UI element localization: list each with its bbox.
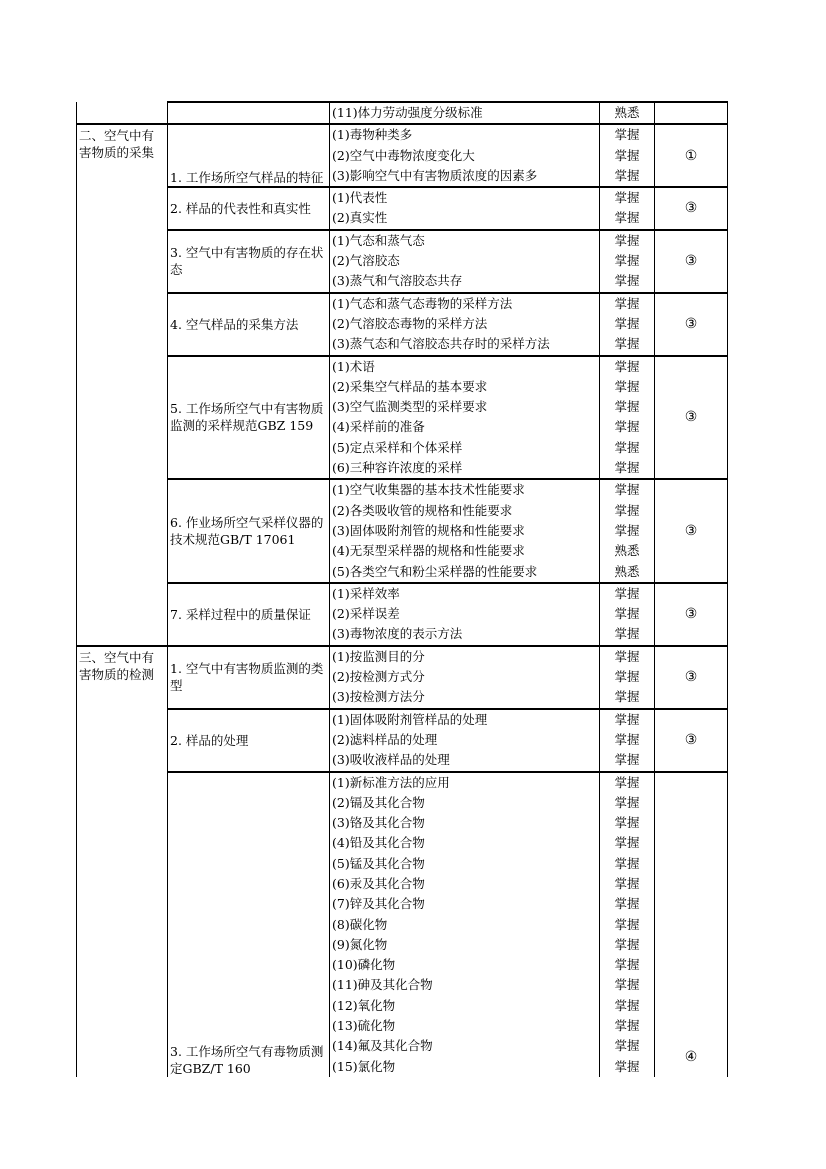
item-text: (3)蒸气态和气溶胶态共存时的采样方法 [332, 336, 550, 352]
item-text: (2)空气中毒物浓度变化大 [332, 147, 475, 163]
item-text: (11)体力劳动强度分级标准 [332, 105, 483, 120]
item-text: (1)代表性 [332, 190, 388, 206]
level-text: 掌握 [614, 835, 640, 851]
level-text: 掌握 [614, 419, 640, 435]
levels-cell [600, 187, 655, 230]
item-text: (2)气溶胶态毒物的采样方法 [332, 315, 488, 331]
levels-cell [600, 124, 655, 187]
level-text: 掌握 [614, 482, 640, 498]
table-row [77, 583, 728, 646]
level-text: 掌握 [614, 439, 640, 455]
item-text: (6)三种容许浓度的采样 [332, 460, 463, 476]
topic-cell: 1. 工作场所空气样品的特征 [168, 124, 330, 187]
topic-cell: 2. 样品的代表性和真实性 [168, 187, 330, 230]
section-cell: 三、空气中有害物质的检测 [77, 646, 168, 1077]
levels-cell [600, 356, 655, 480]
items-cell [330, 356, 600, 480]
item-text: (3)空气监测类型的采样要求 [332, 399, 488, 415]
level-text: 掌握 [614, 997, 640, 1013]
item-text: (13)硫化物 [332, 1018, 396, 1034]
level-text: 掌握 [614, 875, 640, 891]
table-row [77, 709, 728, 772]
topic-cell: 1. 空气中有害物质监测的类型 [168, 646, 330, 709]
levels-cell [600, 646, 655, 709]
item-text: (3)吸收液样品的处理 [332, 752, 450, 768]
level-text: 掌握 [614, 794, 640, 810]
mark-cell: ③ [655, 293, 728, 356]
levels-cell [600, 772, 655, 1077]
item-text: (1)采样效率 [332, 585, 400, 601]
levels-cell [600, 583, 655, 646]
level-text: 掌握 [614, 210, 640, 226]
items-cell [330, 646, 600, 709]
item-text: (9)氮化物 [332, 936, 388, 952]
level-text: 掌握 [614, 606, 640, 622]
item-text: (3)铬及其化合物 [332, 815, 425, 831]
level-text: 熟悉 [614, 543, 640, 559]
item-text: (4)采样前的准备 [332, 419, 425, 435]
mark-cell: ③ [655, 479, 728, 582]
level-text: 掌握 [614, 336, 640, 352]
level-text: 掌握 [614, 190, 640, 206]
level-text: 掌握 [614, 295, 640, 311]
topic-cell: 3. 工作场所空气有毒物质测定GBZ/T 160 [168, 772, 330, 1077]
levels-cell [600, 230, 655, 293]
item-text: (1)术语 [332, 358, 375, 374]
levels-cell [600, 293, 655, 356]
mark-cell: ④ [655, 772, 728, 1077]
table-row [77, 230, 728, 293]
item-text: (1)气态和蒸气态 [332, 232, 425, 248]
item-text: (2)各类吸收管的规格和性能要求 [332, 502, 513, 518]
item-text: (10)磷化物 [332, 957, 396, 973]
level-text: 掌握 [614, 502, 640, 518]
level-text: 掌握 [614, 896, 640, 912]
item-text: (7)锌及其化合物 [332, 896, 425, 912]
item-text: (2)真实性 [332, 210, 388, 226]
table-row [77, 187, 728, 230]
mark-cell: ③ [655, 709, 728, 772]
level-text: 掌握 [614, 774, 640, 790]
mark-cell [655, 102, 728, 124]
item-text: (4)无泵型采样器的规格和性能要求 [332, 543, 525, 559]
level-text: 掌握 [614, 273, 640, 289]
item-text: (2)气溶胶态 [332, 253, 400, 269]
level-text: 熟悉 [614, 105, 640, 120]
item-text: (1)空气收集器的基本技术性能要求 [332, 482, 525, 498]
table-row [77, 772, 728, 1077]
table-row [77, 293, 728, 356]
items-cell [330, 102, 600, 124]
level-text: 掌握 [614, 977, 640, 993]
item-text: (5)定点采样和个体采样 [332, 439, 463, 455]
level-text: 掌握 [614, 752, 640, 768]
level-text: 掌握 [614, 167, 640, 183]
item-text: (4)铅及其化合物 [332, 835, 425, 851]
level-text: 掌握 [614, 253, 640, 269]
table-row [77, 356, 728, 480]
mark-cell: ③ [655, 230, 728, 293]
mark-cell: ③ [655, 583, 728, 646]
topic-cell: 6. 作业场所空气采样仪器的技术规范GB/T 17061 [168, 479, 330, 582]
topic-cell: 3. 空气中有害物质的存在状态 [168, 230, 330, 293]
level-text: 掌握 [614, 1018, 640, 1034]
table-row [77, 102, 728, 124]
level-text: 掌握 [614, 669, 640, 685]
item-text: (1)毒物种类多 [332, 127, 413, 143]
syllabus-table [76, 101, 728, 1077]
level-text: 熟悉 [614, 563, 640, 579]
mark-cell: ① [655, 124, 728, 187]
levels-cell [600, 479, 655, 582]
item-text: (11)砷及其化合物 [332, 977, 433, 993]
item-text: (1)气态和蒸气态毒物的采样方法 [332, 295, 513, 311]
mark-cell: ③ [655, 646, 728, 709]
table-row [77, 124, 728, 187]
item-text: (3)按检测方法分 [332, 689, 425, 705]
mark-cell: ③ [655, 356, 728, 480]
level-text: 掌握 [614, 689, 640, 705]
level-text: 掌握 [614, 731, 640, 747]
item-text: (8)碳化物 [332, 916, 388, 932]
item-text: (2)镉及其化合物 [332, 794, 425, 810]
item-text: (2)滤料样品的处理 [332, 731, 438, 747]
level-text: 掌握 [614, 1038, 640, 1054]
item-text: (2)采样误差 [332, 606, 400, 622]
level-text: 掌握 [614, 127, 640, 143]
table-row [77, 479, 728, 582]
item-text: (6)汞及其化合物 [332, 875, 425, 891]
level-text: 掌握 [614, 711, 640, 727]
item-text: (5)锰及其化合物 [332, 855, 425, 871]
level-text: 掌握 [614, 916, 640, 932]
topic-cell: 5. 工作场所空气中有害物质监测的采样规范GBZ 159 [168, 356, 330, 480]
level-text: 掌握 [614, 522, 640, 538]
item-text: (3)影响空气中有害物质浓度的因素多 [332, 167, 538, 183]
items-cell [330, 230, 600, 293]
item-text: (12)氧化物 [332, 997, 396, 1013]
item-text: (15)氯化物 [332, 1058, 396, 1074]
item-text: (3)蒸气和气溶胶态共存 [332, 273, 463, 289]
topic-cell [168, 102, 330, 124]
topic-cell: 7. 采样过程中的质量保证 [168, 583, 330, 646]
item-text: (1)按监测目的分 [332, 648, 425, 664]
items-cell [330, 479, 600, 582]
item-text: (5)各类空气和粉尘采样器的性能要求 [332, 563, 538, 579]
topic-cell: 4. 空气样品的采集方法 [168, 293, 330, 356]
table-row [77, 646, 728, 709]
item-text: (14)氟及其化合物 [332, 1038, 433, 1054]
item-text: (3)固体吸附剂管的规格和性能要求 [332, 522, 525, 538]
items-cell [330, 187, 600, 230]
level-text: 掌握 [614, 1058, 640, 1074]
item-text: (1)固体吸附剂管样品的处理 [332, 711, 488, 727]
level-text: 掌握 [614, 232, 640, 248]
item-text: (2)按检测方式分 [332, 669, 425, 685]
level-text: 掌握 [614, 399, 640, 415]
level-text: 掌握 [614, 855, 640, 871]
level-text: 掌握 [614, 815, 640, 831]
level-text: 掌握 [614, 315, 640, 331]
level-text: 掌握 [614, 147, 640, 163]
items-cell [330, 709, 600, 772]
level-text: 掌握 [614, 378, 640, 394]
levels-cell [600, 709, 655, 772]
items-cell [330, 583, 600, 646]
item-text: (1)新标准方法的应用 [332, 774, 450, 790]
section-cell: 二、空气中有害物质的采集 [77, 124, 168, 645]
level-text: 掌握 [614, 585, 640, 601]
level-text: 掌握 [614, 358, 640, 374]
level-text: 掌握 [614, 936, 640, 952]
mark-cell: ③ [655, 187, 728, 230]
section-cell [77, 102, 168, 124]
items-cell [330, 772, 600, 1077]
items-cell [330, 293, 600, 356]
item-text: (3)毒物浓度的表示方法 [332, 626, 463, 642]
levels-cell [600, 102, 655, 124]
level-text: 掌握 [614, 957, 640, 973]
items-cell [330, 124, 600, 187]
item-text: (2)采集空气样品的基本要求 [332, 378, 488, 394]
level-text: 掌握 [614, 460, 640, 476]
topic-cell: 2. 样品的处理 [168, 709, 330, 772]
level-text: 掌握 [614, 626, 640, 642]
level-text: 掌握 [614, 648, 640, 664]
